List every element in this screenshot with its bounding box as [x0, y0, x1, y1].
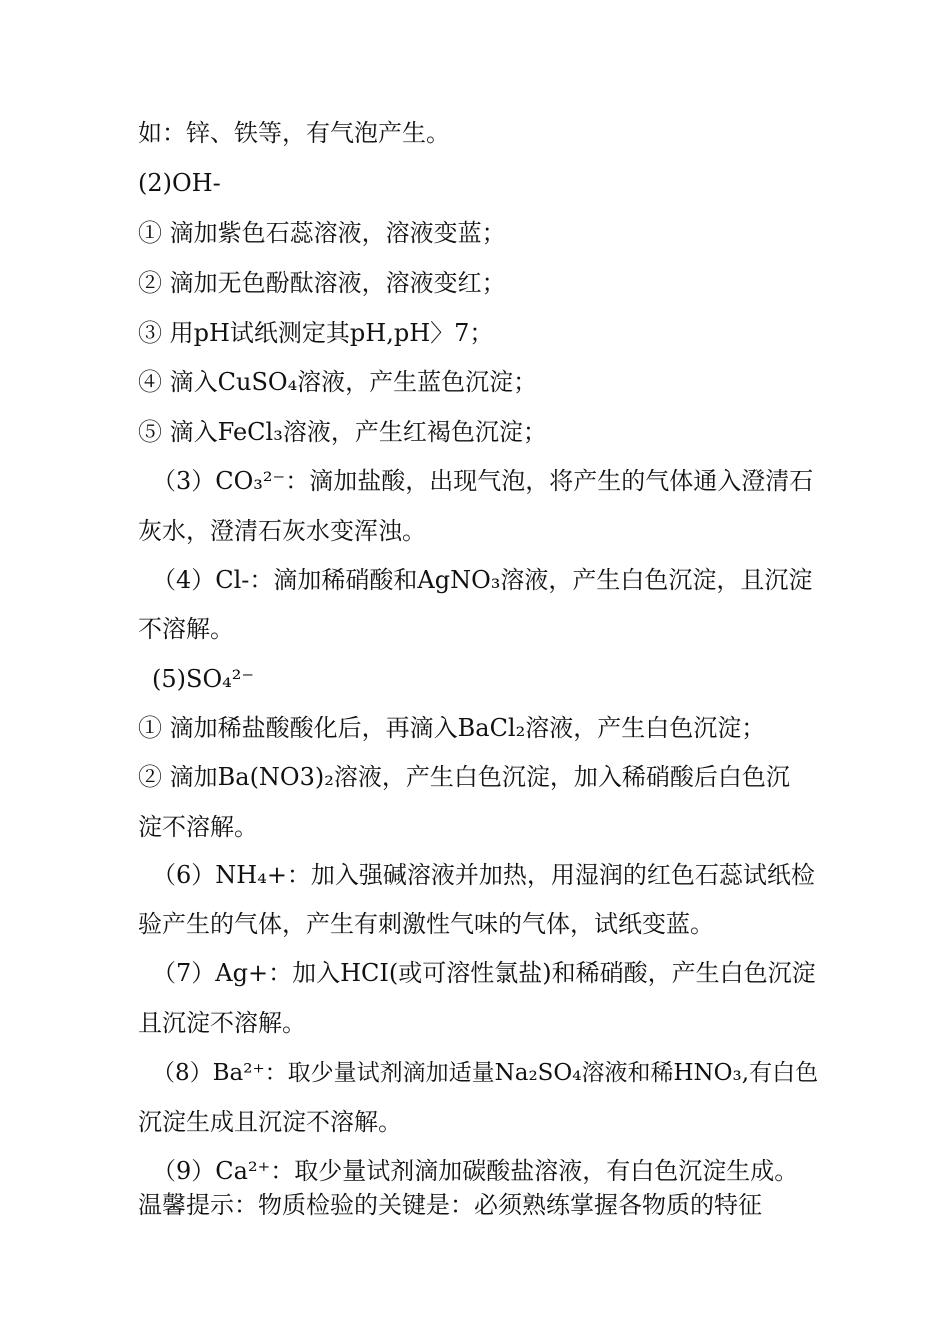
text-line: 且沉淀不溶解。 — [138, 1009, 306, 1037]
text-line: ④ 滴入CuSO₄溶液，产生蓝色沉淀； — [138, 368, 538, 396]
text-line: （9）Ca²⁺：取少量试剂滴加碳酸盐溶液，有白色沉淀生成。 — [152, 1157, 799, 1185]
tip-line: 温馨提示：物质检验的关键是：必须熟练掌握各物质的特征 — [138, 1191, 762, 1219]
text-line: ① 滴加稀盐酸酸化后，再滴入BaCl₂溶液，产生白色沉淀； — [138, 714, 766, 742]
text-line: （7）Ag+：加入HCI(或可溶性氯盐)和稀硝酸，产生白色沉淀 — [152, 959, 816, 987]
text-line: 灰水，澄清石灰水变浑浊。 — [138, 517, 426, 545]
text-line: （4）Cl-：滴加稀硝酸和AgNO₃溶液，产生白色沉淀，且沉淀 — [152, 566, 813, 594]
text-line: （8）Ba²⁺：取少量试剂滴加适量Na₂SO₄溶液和稀HNO₃,有白色 — [152, 1060, 819, 1086]
text-line: 验产生的气体，产生有刺激性气味的气体，试纸变蓝。 — [138, 910, 714, 938]
text-line: 淀不溶解。 — [138, 813, 258, 841]
text-line: ② 滴加无色酚酞溶液，溶液变红； — [138, 269, 506, 297]
text-line: ② 滴加Ba(NO3)₂溶液，产生白色沉淀，加入稀硝酸后白色沉 — [138, 763, 790, 791]
text-line: （3）CO₃²⁻：滴加盐酸，出现气泡，将产生的气体通入澄清石 — [152, 467, 814, 495]
text-line: ① 滴加紫色石蕊溶液，溶液变蓝； — [138, 219, 506, 247]
text-line: （6）NH₄+：加入强碱溶液并加热，用湿润的红色石蕊试纸检 — [152, 861, 815, 889]
text-line: ⑤ 滴入FeCl₃溶液，产生红褐色沉淀； — [138, 418, 547, 446]
text-line: 如：锌、铁等，有气泡产生。 — [138, 119, 450, 147]
text-line: 沉淀生成且沉淀不溶解。 — [138, 1108, 402, 1136]
section-heading-oh: (2)OH- — [138, 169, 221, 197]
text-line: ③ 用pH试纸测定其pH,pH〉7； — [138, 319, 494, 347]
text-line: 不溶解。 — [138, 615, 234, 643]
section-heading-so4: (5)SO₄²⁻ — [152, 665, 255, 693]
